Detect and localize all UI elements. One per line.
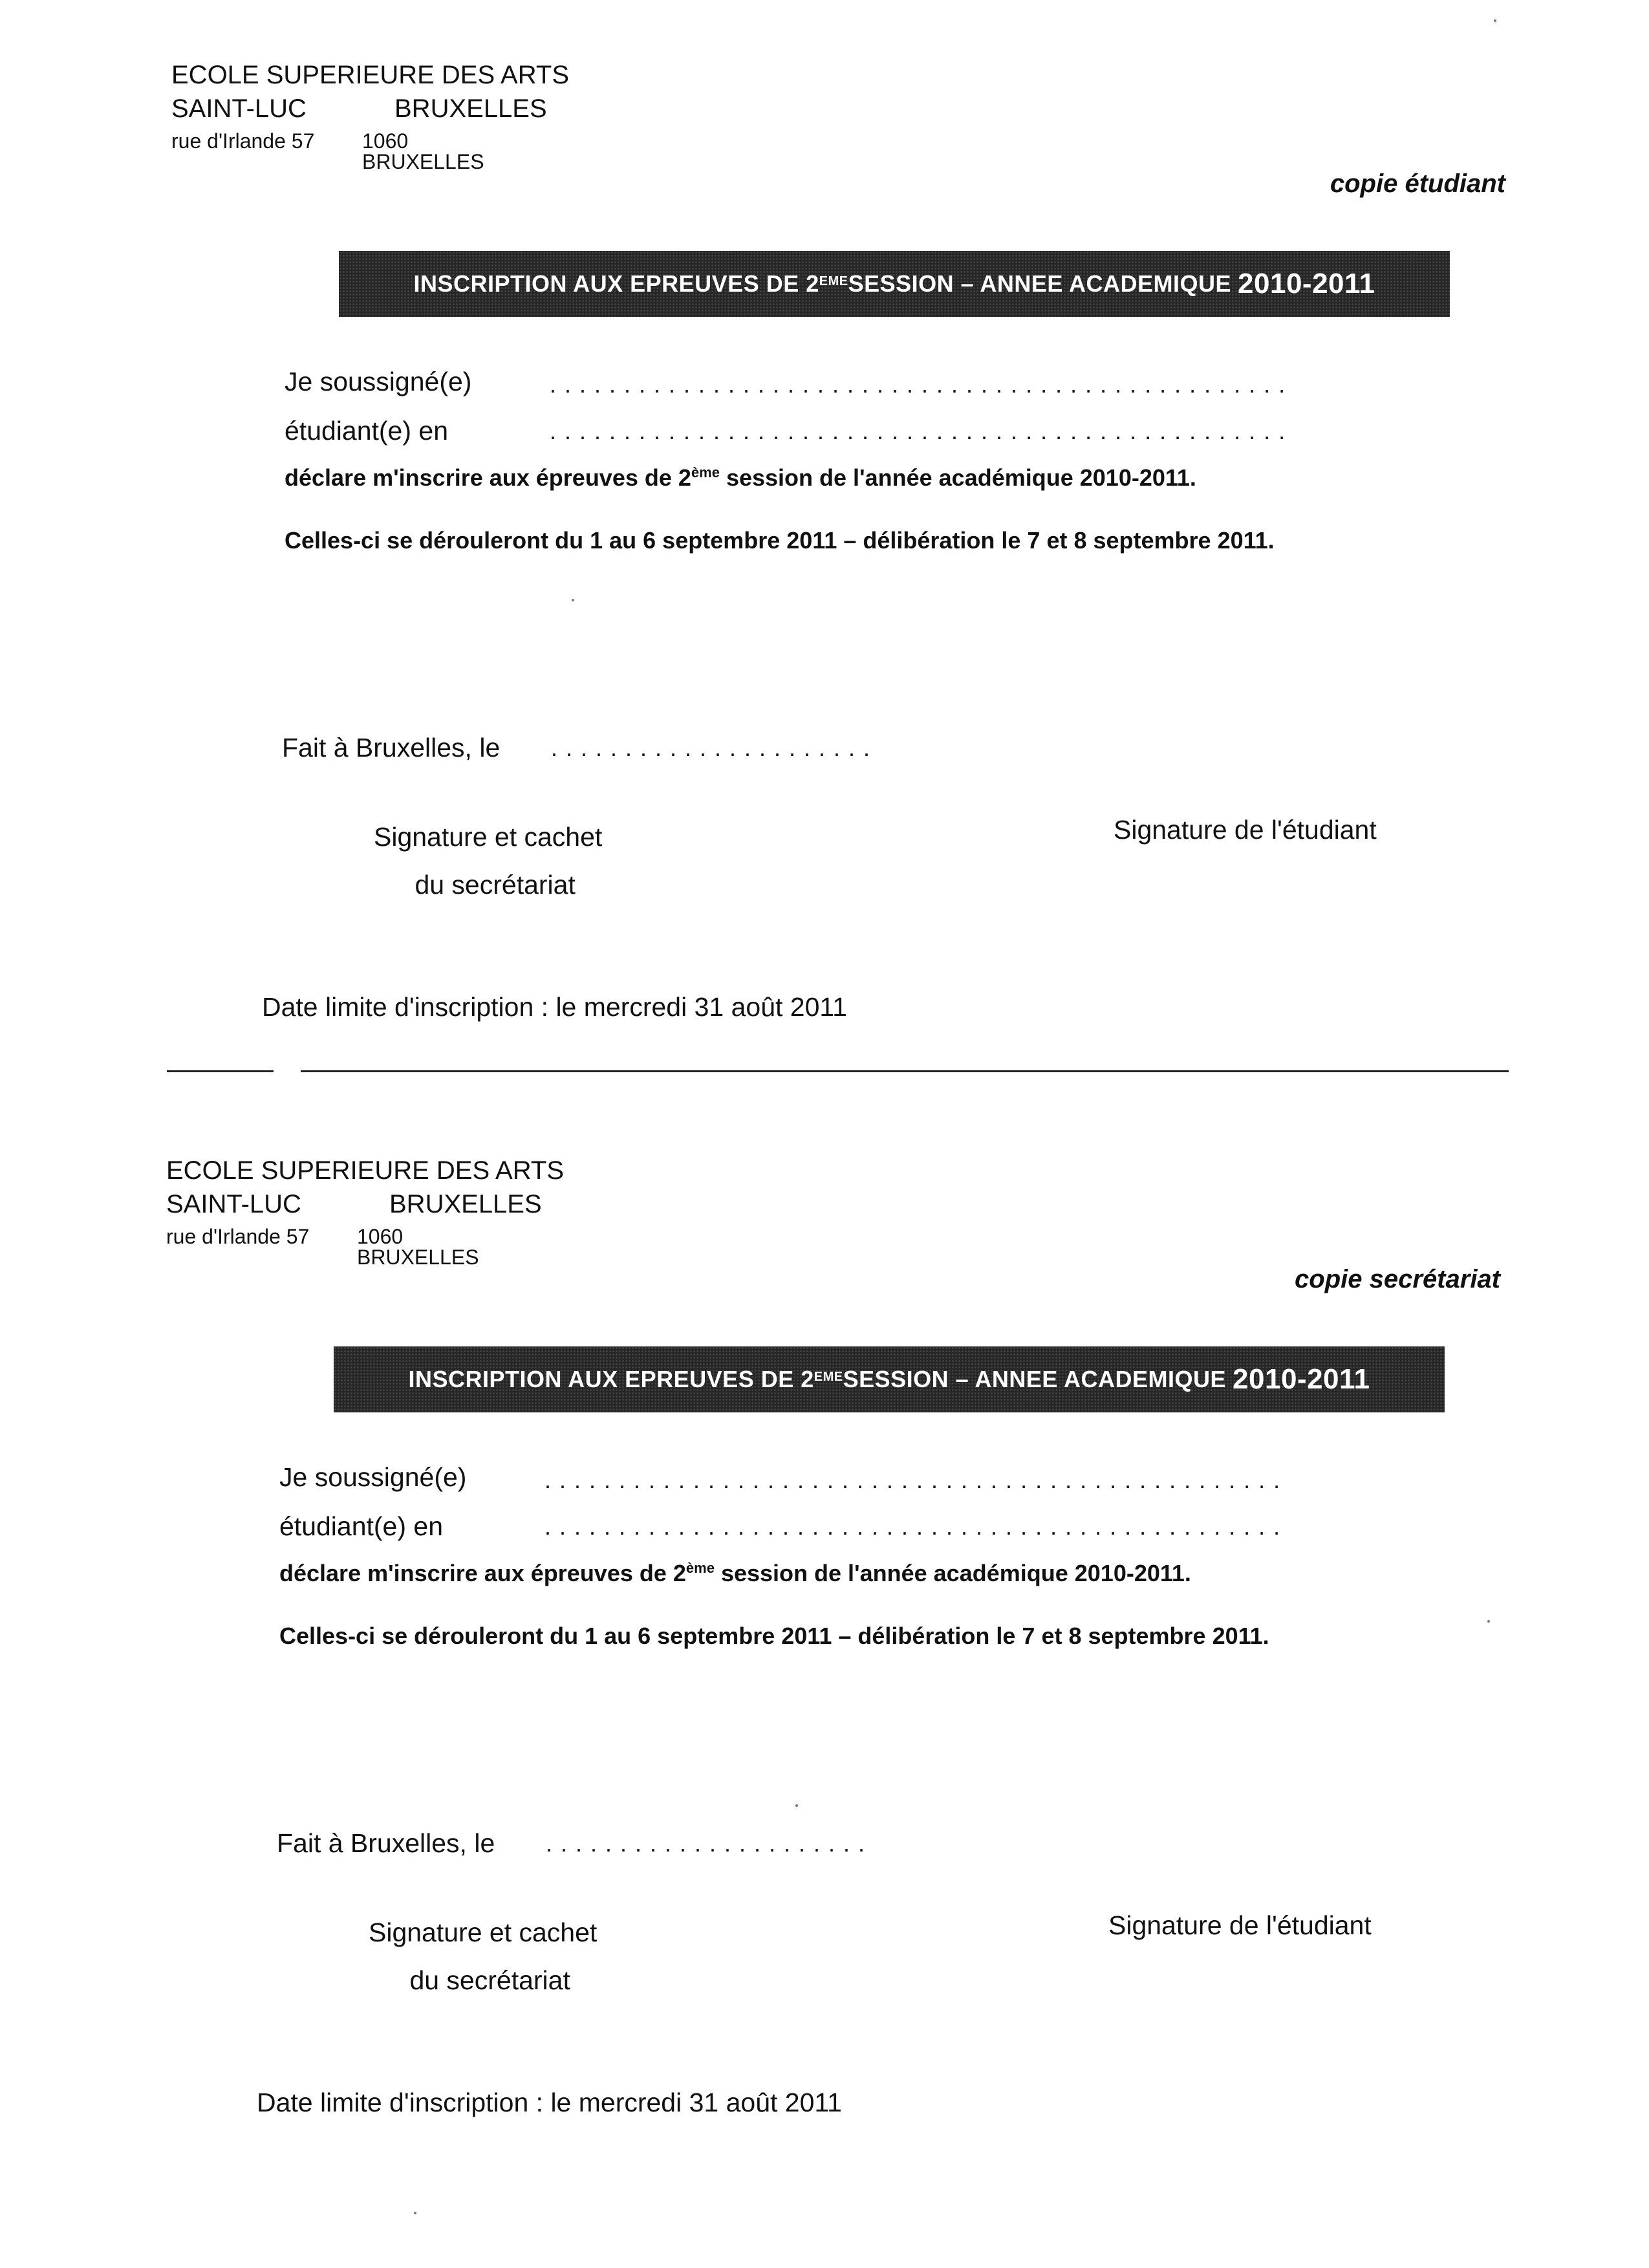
place-date-label: Fait à Bruxelles, le <box>282 733 501 762</box>
deadline-text: Date limite d'inscription : le mercredi 31 août 2011 <box>257 2088 842 2117</box>
school-address <box>166 1156 564 1269</box>
school-postal: 1060 BRUXELLES <box>362 129 484 173</box>
signature-student: Signature de l'étudiant <box>1114 815 1377 845</box>
undersigned-field[interactable]: .................................................. <box>544 1467 1289 1493</box>
school-street: rue d'Irlande 57 <box>171 129 315 153</box>
form-copy-student <box>0 0 1649 1093</box>
declaration-a: déclare m'inscrire aux épreuves de 2 <box>279 1560 686 1586</box>
form-title-banner <box>339 251 1450 317</box>
cut-line-short <box>167 1070 274 1072</box>
copy-label: copie secrétariat <box>1295 1265 1500 1293</box>
undersigned-label: Je soussigné(e) <box>279 1462 467 1492</box>
scan-speck <box>1487 1620 1490 1623</box>
copy-label: copie étudiant <box>1330 169 1505 198</box>
declaration-text <box>285 464 1196 491</box>
banner-text-a: INSCRIPTION AUX EPREUVES DE 2 <box>408 1366 814 1392</box>
signature-secretariat-line1: Signature et cachet <box>374 822 603 852</box>
school-name-line2 <box>166 1190 542 1225</box>
banner-text-b: SESSION – ANNEE ACADEMIQUE <box>843 1366 1227 1392</box>
school-name2: SAINT-LUC <box>171 94 307 123</box>
school-street-line <box>171 129 521 173</box>
declaration-a: déclare m'inscrire aux épreuves de 2 <box>285 464 691 491</box>
banner-text-a: INSCRIPTION AUX EPREUVES DE 2 <box>413 270 819 297</box>
scan-speck <box>1494 19 1496 22</box>
banner-sup: EME <box>814 1369 843 1384</box>
signature-student: Signature de l'étudiant <box>1108 1910 1372 1940</box>
form-copy-secretariat <box>0 1096 1644 2188</box>
school-name-line2 <box>171 94 547 129</box>
student-in-field[interactable]: .................................................. <box>544 1513 1289 1540</box>
deadline-text: Date limite d'inscription : le mercredi 31 août 2011 <box>262 992 847 1022</box>
form-title-banner <box>334 1346 1445 1412</box>
scan-speck <box>414 2212 416 2214</box>
undersigned-label: Je soussigné(e) <box>285 367 472 396</box>
student-in-field[interactable]: .................................................. <box>550 418 1294 444</box>
school-street-line <box>166 1225 515 1269</box>
student-in-label: étudiant(e) en <box>285 416 449 446</box>
school-city: BRUXELLES <box>394 94 547 123</box>
student-in-label: étudiant(e) en <box>279 1511 444 1541</box>
school-postal: 1060 BRUXELLES <box>357 1225 479 1269</box>
declaration-b: session de l'année académique 2010-2011. <box>719 464 1196 491</box>
school-name: ECOLE SUPERIEURE DES ARTS <box>166 1156 564 1185</box>
date-field[interactable]: ...................... <box>551 735 879 761</box>
cut-line-long <box>301 1070 1509 1072</box>
scan-speck <box>795 1804 798 1807</box>
date-field[interactable]: ...................... <box>546 1830 874 1857</box>
declaration-text <box>279 1560 1191 1587</box>
signature-secretariat-line1: Signature et cachet <box>369 1917 598 1947</box>
banner-text-b: SESSION – ANNEE ACADEMIQUE <box>848 270 1232 297</box>
schedule-text: Celles-ci se dérouleront du 1 au 6 septembre 2011 – délibération le 7 et 8 septembre 2011. <box>279 1623 1269 1649</box>
signature-secretariat-line2: du secrétariat <box>415 870 576 900</box>
place-date-label: Fait à Bruxelles, le <box>277 1828 495 1858</box>
banner-year: 2010-2011 <box>1233 1363 1370 1395</box>
school-address <box>171 61 569 173</box>
declaration-b: session de l'année académique 2010-2011. <box>714 1560 1191 1586</box>
banner-year: 2010-2011 <box>1238 268 1375 299</box>
scan-speck <box>572 599 574 601</box>
signature-secretariat <box>374 813 602 909</box>
school-name2: SAINT-LUC <box>166 1190 301 1218</box>
declaration-sup: ème <box>691 464 720 481</box>
declaration-sup: ème <box>685 1560 715 1576</box>
undersigned-field[interactable]: .................................................. <box>550 371 1294 398</box>
schedule-text: Celles-ci se dérouleront du 1 au 6 septembre 2011 – délibération le 7 et 8 septembre 2011. <box>285 527 1275 554</box>
school-city: BRUXELLES <box>389 1190 542 1218</box>
banner-sup: EME <box>819 274 848 288</box>
school-name: ECOLE SUPERIEURE DES ARTS <box>171 61 569 89</box>
signature-secretariat-line2: du secrétariat <box>409 1965 570 1995</box>
signature-secretariat <box>369 1908 597 2004</box>
school-street: rue d'Irlande 57 <box>166 1225 310 1248</box>
